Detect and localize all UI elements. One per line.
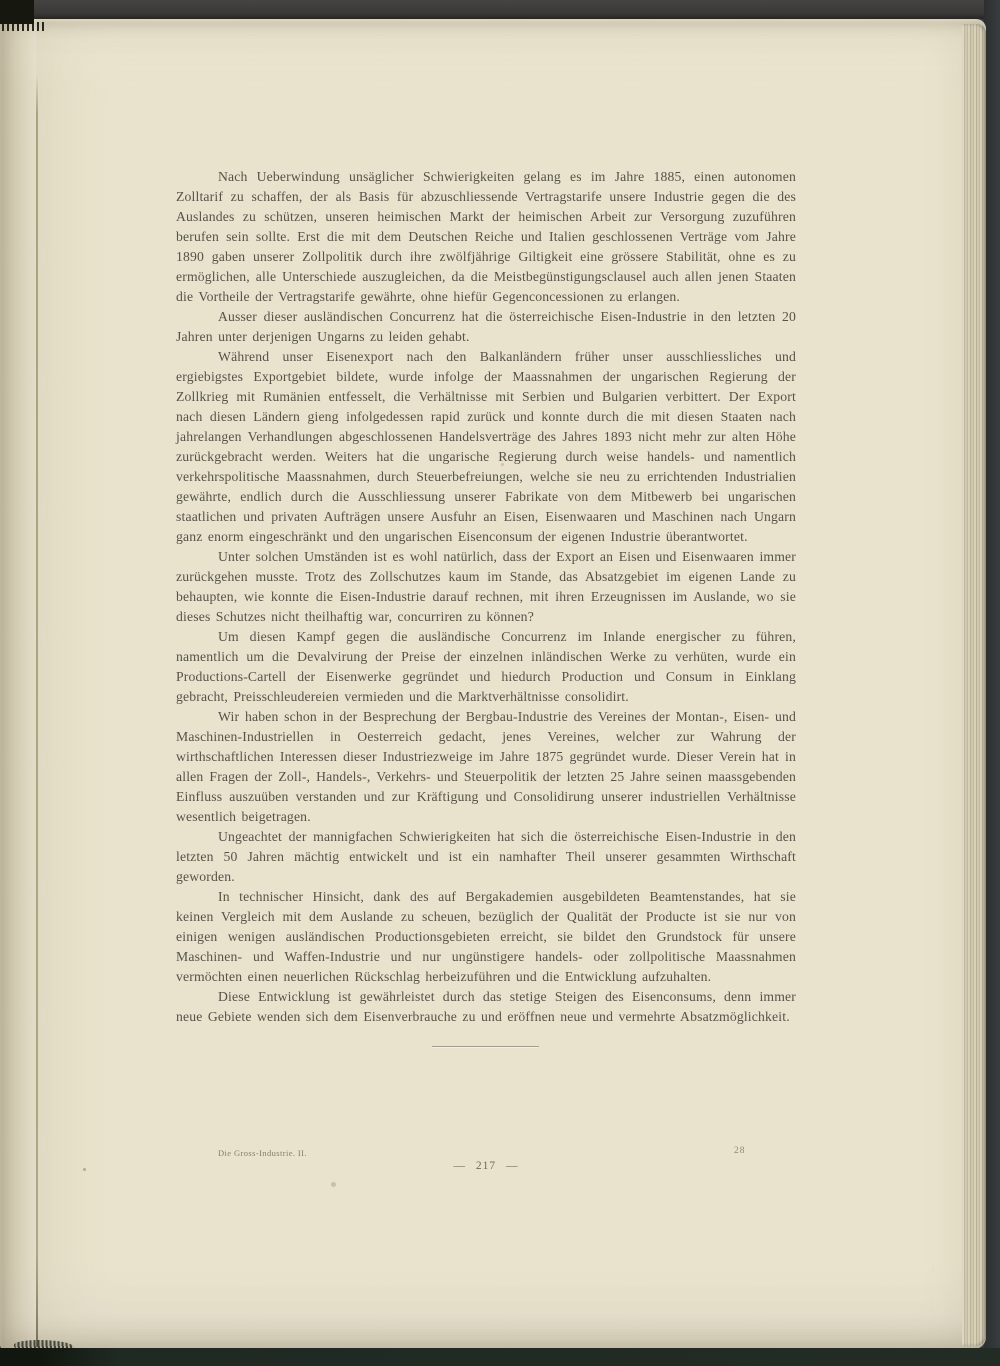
page-edge-stack — [962, 24, 986, 1346]
footer-page-number: — 217 — — [453, 1160, 519, 1172]
footer-signature-number: 28 — [734, 1146, 746, 1156]
book-cover-top-edge — [0, 0, 1000, 19]
section-divider — [432, 1046, 539, 1047]
paragraph: Diese Entwicklung ist gewährleistet durch das stetige Steigen des Eisenconsums, denn immer neue Gebiete wenden sich dem Eisenverbrauche zu und eröffnen neue und vermehrte Absatzmöglichkeit. — [176, 989, 796, 1024]
footer-series-title: Die Gross-Industrie. II. — [218, 1148, 307, 1158]
paragraph: Unter solchen Umständen ist es wohl natürlich, dass der Export an Eisen und Eisenwaaren immer zurückgehen musste. Trotz des Zollschutzes kaum im Stande, das Absatzgebiet im eigenen Lande zu behaupten, wie konnte die Eisen-Industrie darauf rechnen, mit ihren Erzeugnissen im Auslande, wo sie dieses Schutzes nicht theilhaftig war, concurriren zu können? — [176, 549, 796, 624]
paragraph: In technischer Hinsicht, dank des auf Bergakademien ausgebildeten Beamtenstandes, hat sie keinen Vergleich mit dem Auslande zu scheuen, bezüglich der Qualität der Producte ist sie nur von einigen wenigen ausländischen Productionsgebieten erreicht, sie bildet den Grundstock für unsere Maschinen- und Waffen-Industrie und nur ungünstigere handels- oder zollpolitische Maassnahmen vermöchten einen neuerlichen Rückschlag herbeizuführen und die Entwicklung aufzuhalten. — [176, 889, 796, 984]
headband-fringe-bottom — [14, 1340, 74, 1352]
paragraph: Wir haben schon in der Besprechung der Bergbau-Industrie des Vereines der Montan-, Eisen- und Maschinen-Industriellen in Oesterreich gedacht, jenes Vereines, welcher zur Wahrung der wirthschaftlichen Interessen dieser Industriezweige im Jahre 1875 gegründet wurde. Dieser Verein hat in allen Fragen der Zoll-, Handels-, Verkehrs- und Steuerpolitik der letzten 25 Jahre seinen maassgebenden Einfluss auszuüben verstanden und zur Kräftigung und Consolidirung unserer industriellen Verhältnisse wesentlich beigetragen. — [176, 709, 796, 824]
paragraph: Nach Ueberwindung unsäglicher Schwierigkeiten gelang es im Jahre 1885, einen autonomen Zolltarif zu schaffen, der als Basis für abzuschliessende Vertragstarife unsere Industrie gegen die des Auslandes zu schützen, unseren heimischen Markt der heimischen Arbeit zur Versorgung zuzuführen berufen sein sollte. Erst die mit dem Deutschen Reiche und Italien geschlossenen Verträge vom Jahre 1890 gaben unserer Zollpolitik durch ihre zwölfjährige Giltigkeit eine grössere Stabilität, ohne es zu ermöglichen, alle Unterschiede auszugleichen, da die Meistbegünstigungsclausel auch allen jenen Staaten die Vortheile der Vertragstarife gewährte, ohne hiefür Gegenconcessionen zu erlangen. — [176, 169, 796, 304]
paper-speck — [83, 1168, 86, 1171]
headband-fringe-top — [0, 0, 34, 24]
gutter-shadow — [0, 19, 36, 1349]
paragraph: Ausser dieser ausländischen Concurrenz hat die österreichische Eisen-Industrie in den letzten 20 Jahren unter derjenigen Ungarns zu leiden gehabt. — [176, 309, 796, 344]
paragraph: Ungeachtet der mannigfachen Schwierigkeiten hat sich die österreichische Eisen-Industrie in den letzten 50 Jahren mächtig entwickelt und ist ein namhafter Theil unserer gesammten Wirthschaft geworden. — [176, 829, 796, 884]
gutter-crease-line — [36, 75, 38, 1347]
book-cover-bottom-edge — [0, 1348, 1000, 1366]
body-text — [176, 167, 796, 1027]
book-cover-right-edge — [984, 0, 1000, 1366]
paragraph: Um diesen Kampf gegen die ausländische Concurrenz im Inlande energischer zu führen, namentlich um die Devalvirung der Preise der einzelnen inländischen Werke zu verhüten, wurde ein Productions-Cartell der Eisenwerke gegründet und hiedurch Production und Consum in Einklang gebracht, Preisschleudereien vermieden und die Marktverhältnisse consolidirt. — [176, 629, 796, 704]
paragraph: Während unser Eisenexport nach den Balkanländern früher unser ausschliessliches und ergiebigstes Exportgebiet bildete, wurde infolge der Maassnahmen der ungarischen Regierung der Zollkrieg mit Rumänien entfesselt, die Verhältnisse mit Serbien und Bulgarien verbittert. Der Export nach diesen Ländern gieng infolgedessen rapid zurück und konnte durch die mit diesen Staaten nach jahrelangen Verhandlungen abgeschlossenen Handelsverträge des Jahres 1893 nicht mehr zur alten Höhe zurückgebracht werden. Weiters hat die ungarische Regierung durch weise handels- und namentlich verkehrspolitische Maassnahmen, durch Steuerbefreiungen, welche sie neu zu errichtenden Industrialien gewährte, endlich durch die Ausschliessung unserer Fabrikate von dem Mitbewerb bei ungarischen staatlichen und privaten Aufträgen unsere Ausfuhr an Eisen, Eisenwaaren und Maschinen nach Ungarn ganz enorm eingeschränkt und den ungarischen Eisenconsum der eigenen Industrie überantwortet. — [176, 349, 796, 544]
